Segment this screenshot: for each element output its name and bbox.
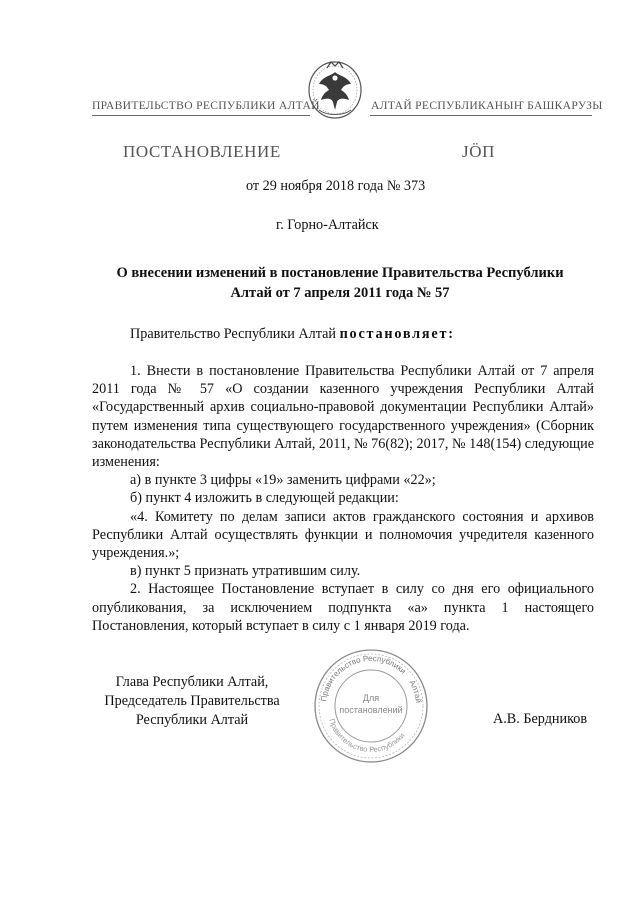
city: г. Горно-Алтайск (276, 217, 379, 233)
document-type-ru: ПОСТАНОВЛЕНИЕ (123, 142, 281, 161)
title-line-1: О внесении изменений в постановление Правительства Республики (116, 265, 564, 281)
document-body (92, 362, 594, 635)
header-government-name-ru: ПРАВИТЕЛЬСТВО РЕСПУБЛИКИ АЛТАЙ (92, 99, 320, 112)
signatory-title-line-1: Глава Республики Алтай, (115, 674, 269, 690)
signatory-title-line-3: Республики Алтай (135, 712, 249, 728)
signatory-name: А.В. Бердников (493, 711, 588, 727)
signatory-title (92, 673, 292, 730)
paragraph-1b: б) пункт 4 изложить в следующей редакции: (130, 490, 399, 507)
official-stamp-seal (312, 647, 430, 765)
preamble-text: Правительство Республики Алтай (130, 326, 340, 342)
paragraph-1c: в) пункт 5 признать утратившим силу. (130, 563, 361, 580)
svg-text:Алтай: Алтай (407, 678, 423, 704)
header-government-name-alt: АЛТАЙ РЕСПУБЛИКАНЫҤ БАШКАРУЗЫ (371, 99, 603, 112)
header-divider-left (92, 115, 310, 116)
svg-text:Для: Для (362, 693, 380, 703)
document-title (90, 263, 590, 303)
header-divider-right (370, 115, 592, 116)
paragraph-2: 2. Настоящее Постановление вступает в силу со дня его официального опубликования, за исключением подпункта «а» пункта 1 настоящего Постановления, который вступает в силу с 1 января 2019 года. (92, 581, 594, 634)
preamble (130, 326, 455, 343)
title-line-2: Алтай от 7 апреля 2011 года № 57 (230, 285, 450, 301)
document-type-alt: ЈӦП (462, 142, 495, 161)
signatory-title-line-2: Председатель Правительства (104, 693, 280, 709)
svg-text:Правительство Республики: Правительство Республики (319, 653, 408, 703)
svg-text:Правительство Республики: Правительство Республики (327, 717, 407, 755)
paragraph-1b-quote: «4. Комитету по делам записи актов гражданского состояния и архивов Республики Алтай осуществлять функции и полномочия учредителя казенного учреждения.»; (92, 508, 594, 562)
date-and-number: от 29 ноября 2018 года № 373 (246, 178, 426, 194)
preamble-decree-word: постановляет: (339, 326, 455, 342)
paragraph-1a: а) в пункте 3 цифры «19» заменить цифрами «22»; (130, 472, 436, 489)
svg-text:постановлений: постановлений (339, 705, 403, 715)
paragraph-1: 1. Внести в постановление Правительства Республики Алтай от 7 апреля 2011 года № 57 «О создании казенного учреждения Республики Алтай «Государственный архив социально-правовой документации Республики Алтай» путем изменения типа существующего государственного учреждения» (Сборник законодательства Республики Алтай, 2011, № 76(82); 2017, № 148(154) следующие изменения: (92, 363, 594, 471)
